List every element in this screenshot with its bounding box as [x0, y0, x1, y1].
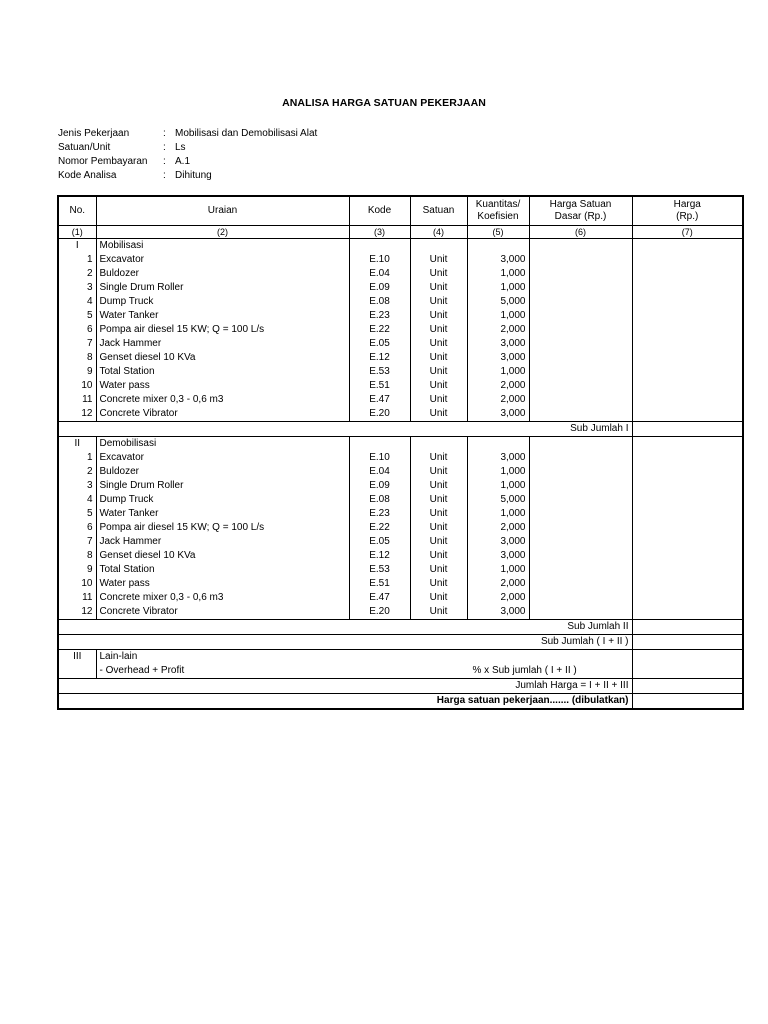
row-uraian: Dump Truck: [96, 493, 349, 507]
row-uraian: Genset diesel 10 KVa: [96, 549, 349, 563]
overhead-row: [58, 664, 743, 679]
table-row: [58, 295, 743, 309]
row-number: 10: [58, 577, 96, 591]
row-kode: E.12: [349, 549, 410, 563]
empty-cell: [467, 437, 529, 452]
row-satuan: Unit: [410, 267, 467, 281]
meta-row: [58, 155, 317, 169]
row-uraian: Water Tanker: [96, 309, 349, 323]
row-uraian: Total Station: [96, 365, 349, 379]
row-harga-satuan: [529, 451, 632, 465]
row-harga: [632, 465, 743, 479]
row-harga-satuan: [529, 465, 632, 479]
row-satuan: Unit: [410, 493, 467, 507]
row-quantity: 3,000: [467, 605, 529, 620]
header-kuantitas: Kuantitas/ Koefisien: [467, 196, 529, 226]
row-quantity: 1,000: [467, 465, 529, 479]
meta-value: A.1: [175, 156, 191, 167]
row-number: 12: [58, 407, 96, 422]
meta-separator: :: [163, 170, 166, 181]
row-uraian: Concrete mixer 0,3 - 0,6 m3: [96, 393, 349, 407]
empty-cell: [529, 437, 632, 452]
row-kode: E.20: [349, 407, 410, 422]
meta-row: [58, 169, 317, 183]
row-harga-satuan: [529, 393, 632, 407]
row-number: 9: [58, 563, 96, 577]
row-kode: E.08: [349, 295, 410, 309]
row-number: 8: [58, 351, 96, 365]
page-title: ANALISA HARGA SATUAN PEKERJAAN: [282, 97, 486, 109]
meta-key: Satuan/Unit: [58, 142, 111, 153]
row-harga: [632, 281, 743, 295]
row-satuan: Unit: [410, 535, 467, 549]
section-label: Demobilisasi: [96, 437, 349, 452]
row-harga-satuan: [529, 549, 632, 563]
section-header-row: [58, 239, 743, 254]
row-number: 7: [58, 535, 96, 549]
row-kode: E.47: [349, 393, 410, 407]
row-uraian: Jack Hammer: [96, 535, 349, 549]
row-kode: E.23: [349, 309, 410, 323]
meta-separator: :: [163, 156, 166, 167]
row-number: 4: [58, 493, 96, 507]
harga-final-value: [632, 694, 743, 710]
row-harga-satuan: [529, 337, 632, 351]
section-label: Mobilisasi: [96, 239, 349, 254]
subtotal-combined-row-value: [632, 635, 743, 650]
row-kode: E.23: [349, 507, 410, 521]
row-number: 6: [58, 323, 96, 337]
row-quantity: 3,000: [467, 253, 529, 267]
harga-final-row: [58, 694, 743, 710]
row-quantity: 2,000: [467, 577, 529, 591]
section-header-row: [58, 437, 743, 452]
meta-key: Jenis Pekerjaan: [58, 128, 130, 139]
subtotal-ii-row: [58, 620, 743, 635]
row-number: 1: [58, 253, 96, 267]
row-quantity: 1,000: [467, 281, 529, 295]
section-number: III: [58, 650, 96, 665]
section-header-row: [58, 650, 743, 665]
row-quantity: 3,000: [467, 451, 529, 465]
row-number: 3: [58, 479, 96, 493]
table-row: [58, 253, 743, 267]
meta-key: Nomor Pembayaran: [58, 156, 148, 167]
row-kode: E.53: [349, 365, 410, 379]
row-number: 3: [58, 281, 96, 295]
header-no: No.: [58, 196, 96, 226]
row-harga-satuan: [529, 253, 632, 267]
row-quantity: 1,000: [467, 309, 529, 323]
jumlah-harga-row-value: [632, 679, 743, 694]
row-harga: [632, 351, 743, 365]
header-uraian: Uraian: [96, 196, 349, 226]
table-row: [58, 549, 743, 563]
subtotal-combined-row-label: Sub Jumlah ( I + II ): [58, 635, 632, 650]
row-kode: E.10: [349, 253, 410, 267]
table-row: [58, 351, 743, 365]
row-uraian: Jack Hammer: [96, 337, 349, 351]
row-harga: [632, 365, 743, 379]
row-quantity: 2,000: [467, 379, 529, 393]
table-row: [58, 591, 743, 605]
row-kode: E.10: [349, 451, 410, 465]
row-number: 8: [58, 549, 96, 563]
subtotal-ii-row-value: [632, 620, 743, 635]
row-uraian: Water pass: [96, 379, 349, 393]
row-harga-satuan: [529, 323, 632, 337]
empty-cell: [58, 664, 96, 679]
row-number: 6: [58, 521, 96, 535]
row-satuan: Unit: [410, 563, 467, 577]
row-quantity: 3,000: [467, 407, 529, 422]
row-quantity: 5,000: [467, 295, 529, 309]
subtotal-ii-row-label: Sub Jumlah II: [58, 620, 632, 635]
row-quantity: 3,000: [467, 351, 529, 365]
row-kode: E.51: [349, 379, 410, 393]
header-satuan: Satuan: [410, 196, 467, 226]
row-kode: E.47: [349, 591, 410, 605]
row-harga-satuan: [529, 309, 632, 323]
row-harga: [632, 393, 743, 407]
row-satuan: Unit: [410, 605, 467, 620]
table-row: [58, 407, 743, 422]
empty-cell: [632, 650, 743, 665]
row-harga-satuan: [529, 379, 632, 393]
table-row: [58, 535, 743, 549]
table-row: [58, 323, 743, 337]
row-kode: E.04: [349, 267, 410, 281]
row-number: 11: [58, 591, 96, 605]
header-harga: Harga (Rp.): [632, 196, 743, 226]
row-satuan: Unit: [410, 295, 467, 309]
row-uraian: Single Drum Roller: [96, 281, 349, 295]
row-harga-satuan: [529, 521, 632, 535]
row-harga: [632, 253, 743, 267]
row-kode: E.05: [349, 535, 410, 549]
row-harga-satuan: [529, 365, 632, 379]
row-quantity: 2,000: [467, 393, 529, 407]
col-number: (4): [410, 226, 467, 239]
col-number: (3): [349, 226, 410, 239]
row-kode: E.09: [349, 281, 410, 295]
row-kode: E.22: [349, 323, 410, 337]
row-uraian: Buldozer: [96, 267, 349, 281]
row-number: 11: [58, 393, 96, 407]
row-satuan: Unit: [410, 253, 467, 267]
row-quantity: 3,000: [467, 549, 529, 563]
row-quantity: 1,000: [467, 563, 529, 577]
header-harga-satuan: Harga Satuan Dasar (Rp.): [529, 196, 632, 226]
empty-cell: [349, 437, 410, 452]
row-harga: [632, 605, 743, 620]
empty-cell: [410, 437, 467, 452]
empty-cell: [529, 239, 632, 254]
row-satuan: Unit: [410, 379, 467, 393]
table-row: [58, 493, 743, 507]
row-number: 12: [58, 605, 96, 620]
row-kode: E.20: [349, 605, 410, 620]
row-uraian: Single Drum Roller: [96, 479, 349, 493]
row-number: 10: [58, 379, 96, 393]
table-row: [58, 451, 743, 465]
empty-cell: [467, 239, 529, 254]
subtotal-i-row-label: Sub Jumlah I: [58, 422, 632, 437]
row-harga: [632, 507, 743, 521]
row-uraian: Excavator: [96, 253, 349, 267]
row-uraian: Water pass: [96, 577, 349, 591]
empty-cell: [632, 437, 743, 452]
row-number: 5: [58, 309, 96, 323]
table-row: [58, 337, 743, 351]
row-kode: E.04: [349, 465, 410, 479]
table-row: [58, 393, 743, 407]
row-harga: [632, 493, 743, 507]
row-harga-satuan: [529, 605, 632, 620]
row-kode: E.09: [349, 479, 410, 493]
table-row: [58, 465, 743, 479]
row-harga-satuan: [529, 267, 632, 281]
row-harga: [632, 577, 743, 591]
meta-value: Mobilisasi dan Demobilisasi Alat: [175, 128, 318, 139]
overhead-cell: [96, 664, 632, 679]
overhead-item: - Overhead + Profit: [99, 665, 185, 676]
header-row: [58, 196, 743, 226]
overhead-formula: % x Sub jumlah ( I + II ): [472, 665, 577, 676]
row-quantity: 1,000: [467, 267, 529, 281]
row-kode: E.22: [349, 521, 410, 535]
row-satuan: Unit: [410, 577, 467, 591]
row-satuan: Unit: [410, 323, 467, 337]
empty-cell: [349, 239, 410, 254]
col-number: (7): [632, 226, 743, 239]
row-quantity: 1,000: [467, 365, 529, 379]
row-kode: E.51: [349, 577, 410, 591]
table-row: [58, 563, 743, 577]
row-harga: [632, 451, 743, 465]
meta-value: Dihitung: [175, 170, 212, 181]
row-harga: [632, 323, 743, 337]
row-uraian: Excavator: [96, 451, 349, 465]
row-satuan: Unit: [410, 591, 467, 605]
row-satuan: Unit: [410, 407, 467, 422]
row-uraian: Concrete Vibrator: [96, 605, 349, 620]
meta-row: [58, 141, 317, 155]
col-number: (6): [529, 226, 632, 239]
table-row: [58, 309, 743, 323]
row-number: 2: [58, 267, 96, 281]
row-satuan: Unit: [410, 393, 467, 407]
row-satuan: Unit: [410, 507, 467, 521]
meta-key: Kode Analisa: [58, 170, 117, 181]
row-satuan: Unit: [410, 479, 467, 493]
row-harga-satuan: [529, 563, 632, 577]
row-uraian: Total Station: [96, 563, 349, 577]
section-number: II: [58, 437, 96, 452]
section-number: I: [58, 239, 96, 254]
row-satuan: Unit: [410, 549, 467, 563]
row-uraian: Dump Truck: [96, 295, 349, 309]
row-quantity: 1,000: [467, 479, 529, 493]
row-harga: [632, 337, 743, 351]
row-harga: [632, 563, 743, 577]
section-label: Lain-lain: [96, 650, 632, 665]
row-uraian: Concrete Vibrator: [96, 407, 349, 422]
empty-cell: [632, 239, 743, 254]
table-row: [58, 479, 743, 493]
job-info: [58, 127, 317, 183]
row-harga-satuan: [529, 507, 632, 521]
row-harga-satuan: [529, 591, 632, 605]
harga-final-label: Harga satuan pekerjaan....... (dibulatkan): [58, 694, 632, 710]
col-number: (5): [467, 226, 529, 239]
row-kode: E.05: [349, 337, 410, 351]
row-quantity: 2,000: [467, 521, 529, 535]
row-quantity: 1,000: [467, 507, 529, 521]
row-satuan: Unit: [410, 465, 467, 479]
row-harga: [632, 521, 743, 535]
table-row: [58, 379, 743, 393]
row-satuan: Unit: [410, 309, 467, 323]
table-row: [58, 267, 743, 281]
row-uraian: Pompa air diesel 15 KW; Q = 100 L/s: [96, 323, 349, 337]
row-harga: [632, 479, 743, 493]
row-satuan: Unit: [410, 351, 467, 365]
row-harga: [632, 549, 743, 563]
row-kode: E.12: [349, 351, 410, 365]
row-harga: [632, 379, 743, 393]
table-row: [58, 507, 743, 521]
row-harga: [632, 591, 743, 605]
row-harga-satuan: [529, 351, 632, 365]
row-kode: E.53: [349, 563, 410, 577]
meta-separator: :: [163, 142, 166, 153]
row-number: 5: [58, 507, 96, 521]
subtotal-i-row: [58, 422, 743, 437]
row-harga: [632, 267, 743, 281]
row-uraian: Buldozer: [96, 465, 349, 479]
table-row: [58, 605, 743, 620]
row-harga-satuan: [529, 407, 632, 422]
row-quantity: 2,000: [467, 323, 529, 337]
row-harga: [632, 407, 743, 422]
row-number: 9: [58, 365, 96, 379]
row-harga-satuan: [529, 281, 632, 295]
row-quantity: 2,000: [467, 591, 529, 605]
row-uraian: Concrete mixer 0,3 - 0,6 m3: [96, 591, 349, 605]
col-number: (2): [96, 226, 349, 239]
row-harga-satuan: [529, 535, 632, 549]
row-harga-satuan: [529, 577, 632, 591]
row-kode: E.08: [349, 493, 410, 507]
row-number: 4: [58, 295, 96, 309]
meta-separator: :: [163, 128, 166, 139]
row-harga: [632, 295, 743, 309]
row-number: 2: [58, 465, 96, 479]
analysis-table: [57, 195, 744, 710]
table-row: [58, 281, 743, 295]
row-uraian: Genset diesel 10 KVa: [96, 351, 349, 365]
subtotal-i-row-value: [632, 422, 743, 437]
row-quantity: 3,000: [467, 337, 529, 351]
row-quantity: 3,000: [467, 535, 529, 549]
empty-cell: [410, 239, 467, 254]
row-harga-satuan: [529, 479, 632, 493]
table-row: [58, 521, 743, 535]
row-harga-satuan: [529, 493, 632, 507]
overhead-value: [632, 664, 743, 679]
row-satuan: Unit: [410, 365, 467, 379]
meta-row: [58, 127, 317, 141]
meta-value: Ls: [175, 142, 186, 153]
row-satuan: Unit: [410, 451, 467, 465]
row-harga: [632, 535, 743, 549]
row-uraian: Water Tanker: [96, 507, 349, 521]
row-satuan: Unit: [410, 337, 467, 351]
column-number-row: [58, 226, 743, 239]
jumlah-harga-row-label: Jumlah Harga = I + II + III: [58, 679, 632, 694]
table-row: [58, 365, 743, 379]
header-kode: Kode: [349, 196, 410, 226]
row-number: 1: [58, 451, 96, 465]
row-number: 7: [58, 337, 96, 351]
row-uraian: Pompa air diesel 15 KW; Q = 100 L/s: [96, 521, 349, 535]
row-satuan: Unit: [410, 521, 467, 535]
col-number: (1): [58, 226, 96, 239]
subtotal-combined-row: [58, 635, 743, 650]
row-harga: [632, 309, 743, 323]
row-quantity: 5,000: [467, 493, 529, 507]
table-row: [58, 577, 743, 591]
jumlah-harga-row: [58, 679, 743, 694]
row-satuan: Unit: [410, 281, 467, 295]
row-harga-satuan: [529, 295, 632, 309]
